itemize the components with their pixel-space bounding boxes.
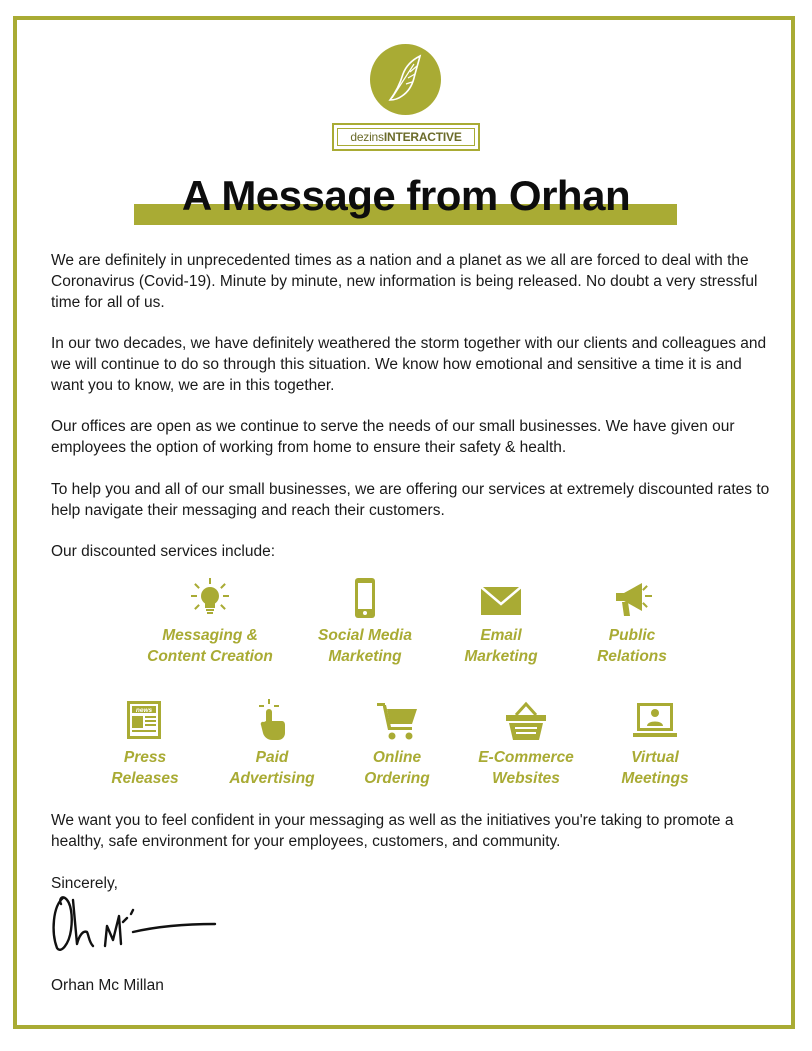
service-label-line1: Virtual <box>631 749 679 766</box>
service-messaging <box>130 577 290 667</box>
service-label-line1: Social Media <box>318 627 412 644</box>
service-label-line1: Press <box>123 749 167 766</box>
service-label-line2: Ordering <box>364 770 430 787</box>
service-label-line2: Meetings <box>621 770 689 787</box>
lightbulb-icon <box>188 577 232 621</box>
service-label-line2: Releases <box>111 770 179 787</box>
logo-text-bold: INTERACTIVE <box>383 130 462 144</box>
shopping-basket-icon <box>504 699 548 743</box>
paragraph-3: Our offices are open as we continue to serve the needs of our small businesses. We have given our employees the option of working from home to ensure their safety & health. <box>51 418 735 456</box>
pointing-hand-icon <box>250 699 294 743</box>
video-meeting-icon <box>633 699 677 743</box>
smartphone-icon <box>343 577 387 621</box>
shopping-cart-icon <box>375 699 419 743</box>
paragraph-1: We are definitely in unprecedented times as a nation and a planet as we all are forced to deal with the Coronavirus (Covid-19). Minute by minute, new information is being released. No doubt a very stressful time for all of us. <box>51 252 758 311</box>
service-label-line1: Public <box>608 627 656 644</box>
service-label-line2: Websites <box>492 770 560 787</box>
service-label-line1: Email <box>480 627 522 644</box>
service-online-ordering <box>355 699 439 789</box>
service-label-line2: Marketing <box>464 648 538 665</box>
paragraph-4: To help you and all of our small businesses, we are offering our services at extremely discounted rates to help navigate their messaging and reach their customers. <box>51 481 770 519</box>
megaphone-icon <box>610 577 654 621</box>
service-press-releases <box>95 699 195 789</box>
service-email <box>450 577 552 667</box>
service-paid-advertising <box>222 699 322 789</box>
logo-wordmark <box>332 123 480 151</box>
service-virtual-meetings <box>605 699 705 789</box>
paragraph-2: In our two decades, we have definitely weathered the storm together with our clients and colleagues and we will continue to do so through this situation. We know how emotional and sensitive a time it is and want you to know, we are in this together. <box>51 335 767 394</box>
service-social-media <box>305 577 425 667</box>
service-label-line2: Advertising <box>229 770 315 787</box>
paragraph-5: Our discounted services include: <box>51 543 276 560</box>
service-label-line1: Online <box>372 749 422 766</box>
signer-name: Orhan Mc Millan <box>51 977 164 994</box>
envelope-icon <box>479 577 523 621</box>
logo-text-light: dezins <box>350 130 384 144</box>
service-label-line1: Messaging & <box>162 627 258 644</box>
closing-paragraph: We want you to feel confident in your messaging as well as the initiatives you're taking to promote a healthy, safe environment for your employees, customers, and community. <box>51 812 734 850</box>
service-label-line2: Marketing <box>328 648 402 665</box>
feather-icon <box>370 44 441 115</box>
service-label-line1: Paid <box>255 749 289 766</box>
signature <box>49 892 219 954</box>
service-label-line1: E-Commerce <box>478 749 574 766</box>
service-ecommerce <box>470 699 582 789</box>
newspaper-icon <box>123 699 167 743</box>
sign-off: Sincerely, <box>51 875 118 892</box>
service-label-line2: Content Creation <box>147 648 273 665</box>
page-title: A Message from Orhan <box>181 172 631 219</box>
service-public-relations <box>582 577 682 667</box>
logo-mark <box>370 44 441 115</box>
service-label-line2: Relations <box>597 648 667 665</box>
newspaper-label: news <box>135 707 153 714</box>
